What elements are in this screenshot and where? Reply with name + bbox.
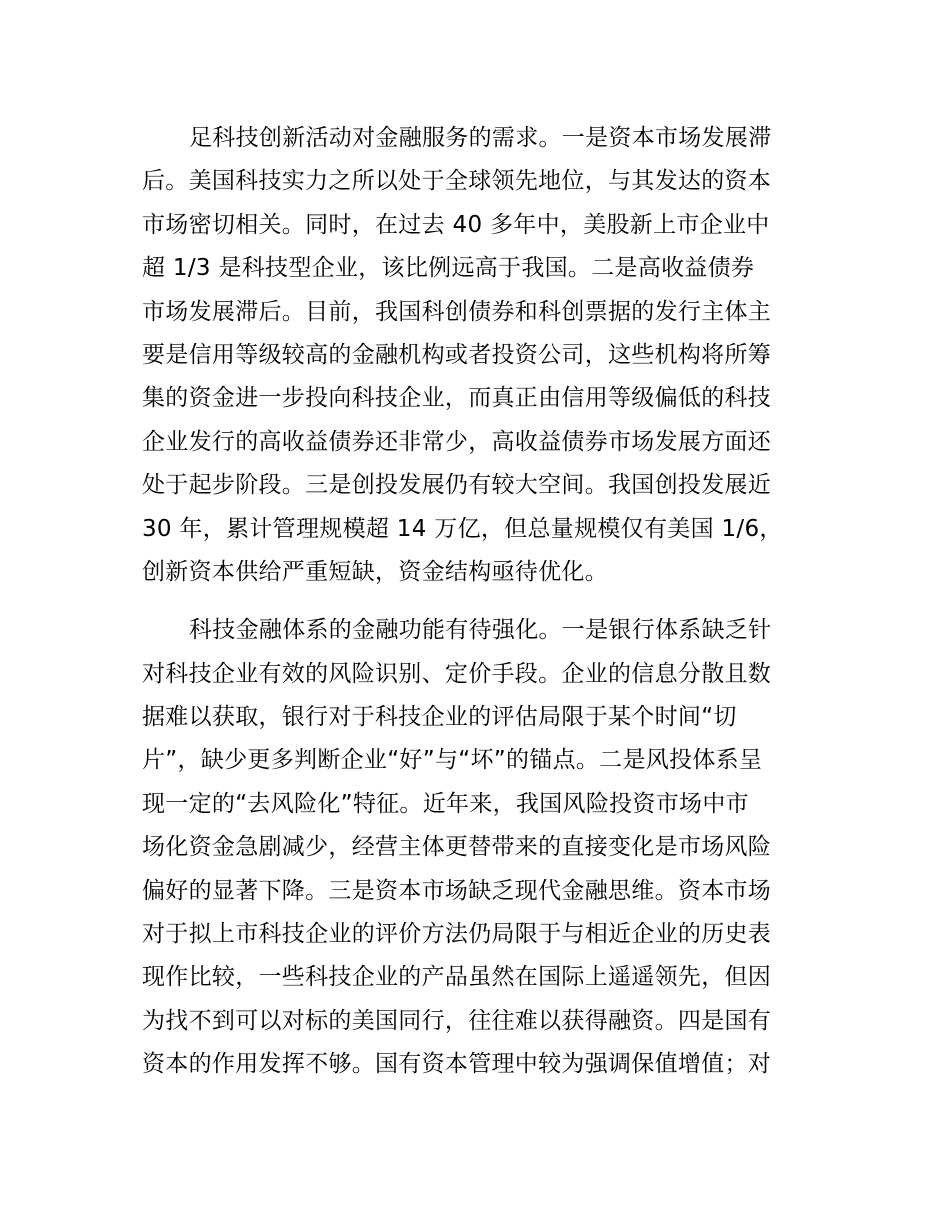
paragraph-line: 片”，缺少更多判断企业“好”与“坏”的锚点。二是风投体系呈 (142, 747, 763, 774)
paragraph-line: 市场密切相关。同时，在过去 40 多年中，美股新上市企业中 (142, 211, 770, 238)
paragraph-line: 30 年，累计管理规模超 14 万亿，但总量规模仅有美国 1/6， (142, 515, 783, 542)
paragraph-line: 足科技创新活动对金融服务的需求。一是资本市场发展滞 (189, 125, 772, 151)
paragraph-line: 据难以获取，银行对于科技企业的评估局限于某个时间“切 (142, 704, 737, 731)
paragraph-line: 对于拟上市科技企业的评价方法仍局限于与相近企业的历史表 (142, 921, 772, 948)
paragraph-line: 资本的作用发挥不够。国有资本管理中较为强调保值增值；对 (142, 1051, 772, 1078)
paragraph-line: 市场发展滞后。目前，我国科创债券和科创票据的发行主体主 (142, 298, 772, 325)
paragraph-2 (142, 609, 814, 1086)
paragraph-line: 场化资金急剧减少，经营主体更替带来的直接变化是市场风险 (142, 834, 772, 861)
paragraph-line: 超 1/3 是科技型企业，该比例远高于我国。二是高收益债券 (142, 255, 755, 282)
paragraph-line: 对科技企业有效的风险识别、定价手段。企业的信息分散且数 (142, 660, 772, 687)
paragraph-line: 后。美国科技实力之所以处于全球领先地位，与其发达的资本 (142, 168, 772, 195)
paragraph-line: 科技金融体系的金融功能有待强化。一是银行体系缺乏针 (189, 617, 772, 644)
paragraph-line: 偏好的显著下降。三是资本市场缺乏现代金融思维。资本市场 (142, 877, 772, 904)
paragraph-line: 现作比较，一些科技企业的产品虽然在国际上遥遥领先，但因 (142, 964, 772, 991)
paragraph-line: 要是信用等级较高的金融机构或者投资公司，这些机构将所筹 (142, 341, 772, 368)
paragraph-spacer (142, 594, 814, 609)
paragraph-line: 处于起步阶段。三是创投发展仍有较大空间。我国创投发展近 (142, 472, 772, 499)
paragraph-line: 集的资金进一步投向科技企业，而真正由信用等级偏低的科技 (142, 385, 772, 412)
paragraph-1 (142, 117, 814, 594)
paragraph-line: 现一定的“去风险化”特征。近年来，我国风险投资市场中市 (142, 790, 749, 817)
paragraph-line: 企业发行的高收益债券还非常少，高收益债券市场发展方面还 (142, 428, 772, 455)
document-body (142, 117, 814, 1087)
paragraph-line: 创新资本供给严重短缺，资金结构亟待优化。 (142, 558, 608, 585)
paragraph-line: 为找不到可以对标的美国同行，往往难以获得融资。四是国有 (142, 1007, 772, 1034)
